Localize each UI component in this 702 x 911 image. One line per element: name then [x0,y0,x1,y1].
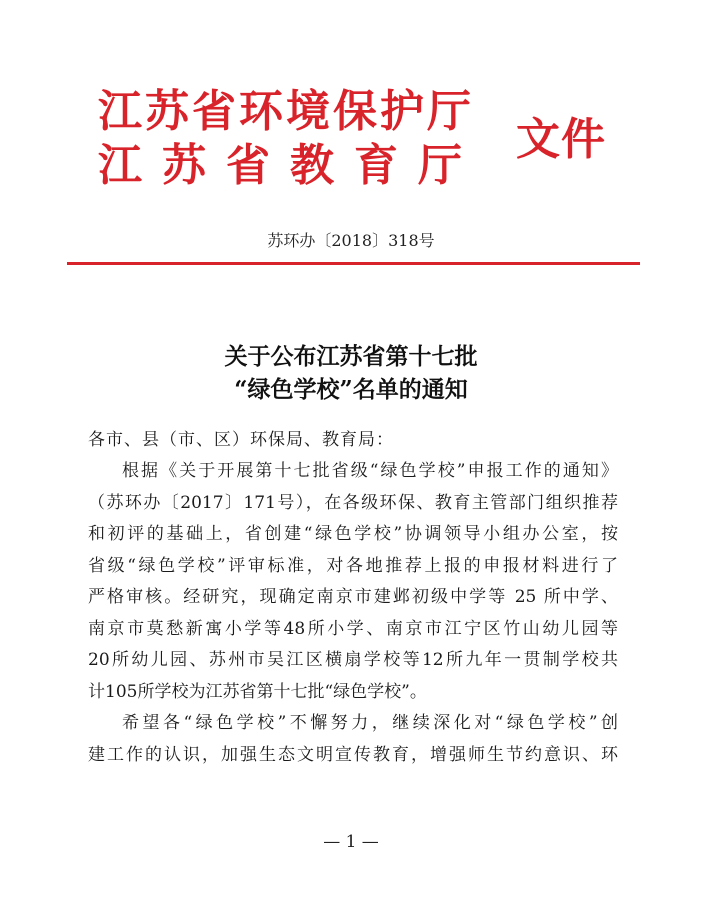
title-line-2: “绿色学校”名单的通知 [234,376,468,403]
document-number: 苏环办〔2018〕318号 [267,231,435,250]
issuer-line-education: 江苏省教育厅 [98,140,482,191]
salutation: 各市、县（市、区）环保局、教育局： [88,430,394,450]
body-line: 计105所学校为江苏省第十七批“绿色学校”。 [88,681,427,702]
document-label: 文件 [516,114,606,165]
body-line: 和初评的基础上，省创建“绿色学校”协调领导小组办公室，按 [88,524,618,544]
body-line: 根据《关于开展第十七批省级“绿色学校”申报工作的通知》 [122,461,618,481]
red-divider [67,262,640,265]
body-line: 省级“绿色学校”评审标准，对各地推荐上报的申报材料进行了 [88,555,618,576]
body-line: 20所幼儿园、苏州市吴江区横扇学校等12所九年一贯制学校共 [88,650,618,670]
page-number: — 1 — [323,832,379,852]
body-line: 建工作的认识，加强生态文明宣传教育，增强师生节约意识、环 [88,744,618,765]
body-line: 严格审核。经研究，现确定南京市建邺初级中学等 25 所中学、 [88,587,618,607]
body-paragraphs [88,456,618,771]
body-line: （苏环办〔2017〕171号），在各级环保、教育主管部门组织推荐 [88,492,618,513]
issuer-line-environment: 江苏省环境保护厅 [98,86,474,137]
body-line: 南京市莫愁新寓小学等48所小学、南京市江宁区竹山幼儿园等 [88,618,618,639]
title-line-1: 关于公布江苏省第十七批 [224,343,478,370]
body-line: 希望各“绿色学校”不懈努力，继续深化对“绿色学校”创 [122,713,618,733]
document-title [0,340,702,406]
document-header [98,88,618,198]
